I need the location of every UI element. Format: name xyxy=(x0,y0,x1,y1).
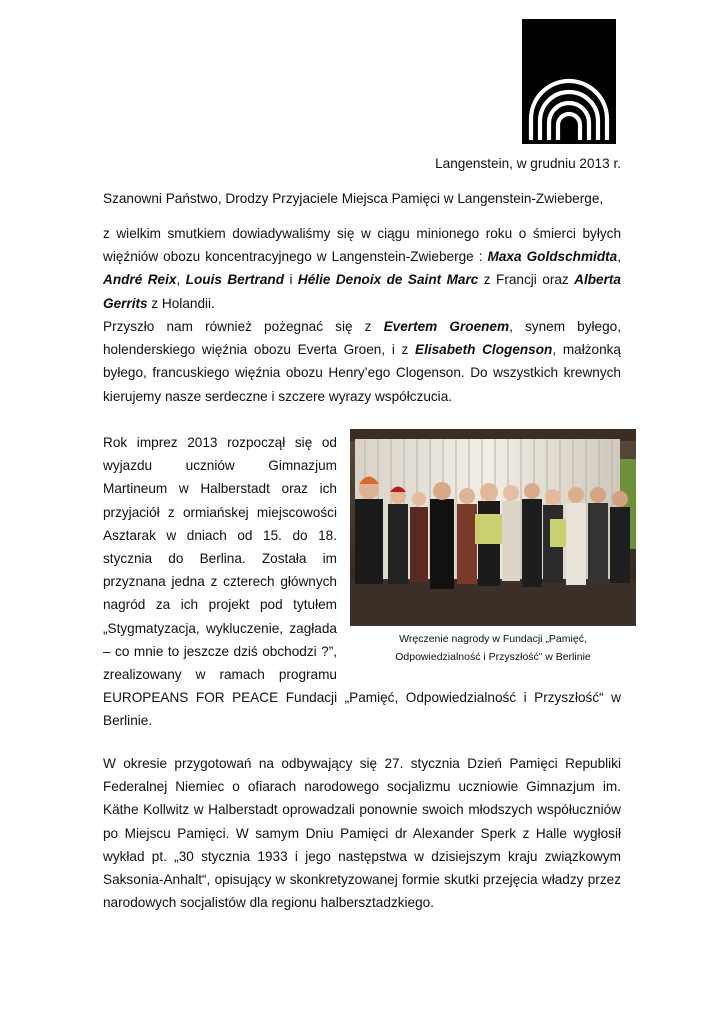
text-line: wyjazdu uczniów Gimnazjum xyxy=(103,458,337,474)
name-highlight: Hélie Denoix de Saint Marc xyxy=(297,272,479,288)
text-line: stycznia do Berlina. Została im xyxy=(103,551,337,567)
paragraph-condolences: z wielkim smutkiem dowiadywaliśmy się w ciągu minionego roku o śmierci byłych więźniów obozu koncentracyjnego w Langenstein-Zwieberge : Maxa Goldschmidta, André Reix, Louis Bertrand i Hélie Denoix de Saint Marc z Francji oraz Alberta Gerrits z Holandii. xyxy=(103,226,621,311)
paragraph-award-continuation: EUROPEANS FOR PEACE Fundacji „Pamięć, Odpowiedzialność i Przyszłość“ w xyxy=(103,690,621,705)
name-highlight: Louis Bertrand xyxy=(185,272,285,288)
text-line: – co mnie to jeszcze dziś obchodzi ?”, xyxy=(103,643,337,659)
paragraph-award-end: Berlinie. xyxy=(103,713,153,728)
date-line: Langenstein, w grudniu 2013 r. xyxy=(435,156,621,171)
text-line: przyjaciół z ormiańskej miejscowości xyxy=(103,504,337,520)
caption-line: Wręczenie nagrody w Fundacji „Pamięć, xyxy=(399,633,587,645)
name-highlight: André Reix xyxy=(103,272,177,288)
text-line: Asztarak w dniach od 15. do 18. xyxy=(103,527,337,543)
award-ceremony-photo xyxy=(350,429,636,626)
text-line: zrealizowany w ramach programu xyxy=(103,667,337,683)
memorial-logo xyxy=(522,19,616,144)
text-line: „Stygmatyzacja, wykluczenie, zagłada xyxy=(103,620,337,636)
name-highlight: Alberta Gerrits xyxy=(103,272,621,311)
salutation: Szanowni Państwo, Drodzy Przyjaciele Miejsca Pamięci w Langenstein-Zwieberge, xyxy=(103,191,604,206)
name-highlight: Evertem Groenem xyxy=(383,319,510,334)
paragraph-farewell: Przyszło nam również pożegnać się z Evertem Groenem, synem byłego, holenderskiego więźnia obozu Everta Groen, i z Elisabeth Clogenson, małżonką byłego, francuskiego więźnia obozu Henry’ego Clogenson. Do wszystkich krewnych kierujemy nasze serdeczne i szczere wyrazy współczucia. xyxy=(103,319,622,404)
photo-caption xyxy=(350,630,636,666)
text-line: nagród za ich projekt pod tytułem xyxy=(103,597,337,613)
name-highlight: Elisabeth Clogenson xyxy=(415,342,553,358)
paragraph-remembrance-day: W okresie przygotowań na odbywający się 27. stycznia Dzień Pamięci Republiki Federalnej Niemiec o ofiarach narodowego socjalizmu uczniowie Gimnazjum im. Käthe Kollwitz w Halberstadt oprowadzali ponownie swoich młodszych współuczniów po Miejscu Pamięci. W samym Dniu Pamięci dr Alexander Sperk z Halle wygłosił wykład pt. „30 stycznia 1933 i jego następstwa w dzisiejszym kraju związkowym Saksonia-Anhalt“, opisujący w skonkretyzowanej formie skutki przejęcia władzy przez narodowych socjalistów dla regionu halbersztadzkiego. xyxy=(103,756,621,911)
text-line: Martineum w Halberstadt oraz ich xyxy=(103,481,337,497)
text-line: Rok imprez 2013 rozpoczął się od xyxy=(103,435,337,450)
caption-line: Odpowiedzialność i Przyszłość” w Berlinie xyxy=(395,651,591,663)
name-highlight: Maxa Goldschmidta xyxy=(487,249,618,265)
paragraph-award-column xyxy=(103,431,337,686)
text-line: przyznana jedna z czterech głównych xyxy=(103,574,337,590)
arch-logo-icon xyxy=(522,19,616,144)
